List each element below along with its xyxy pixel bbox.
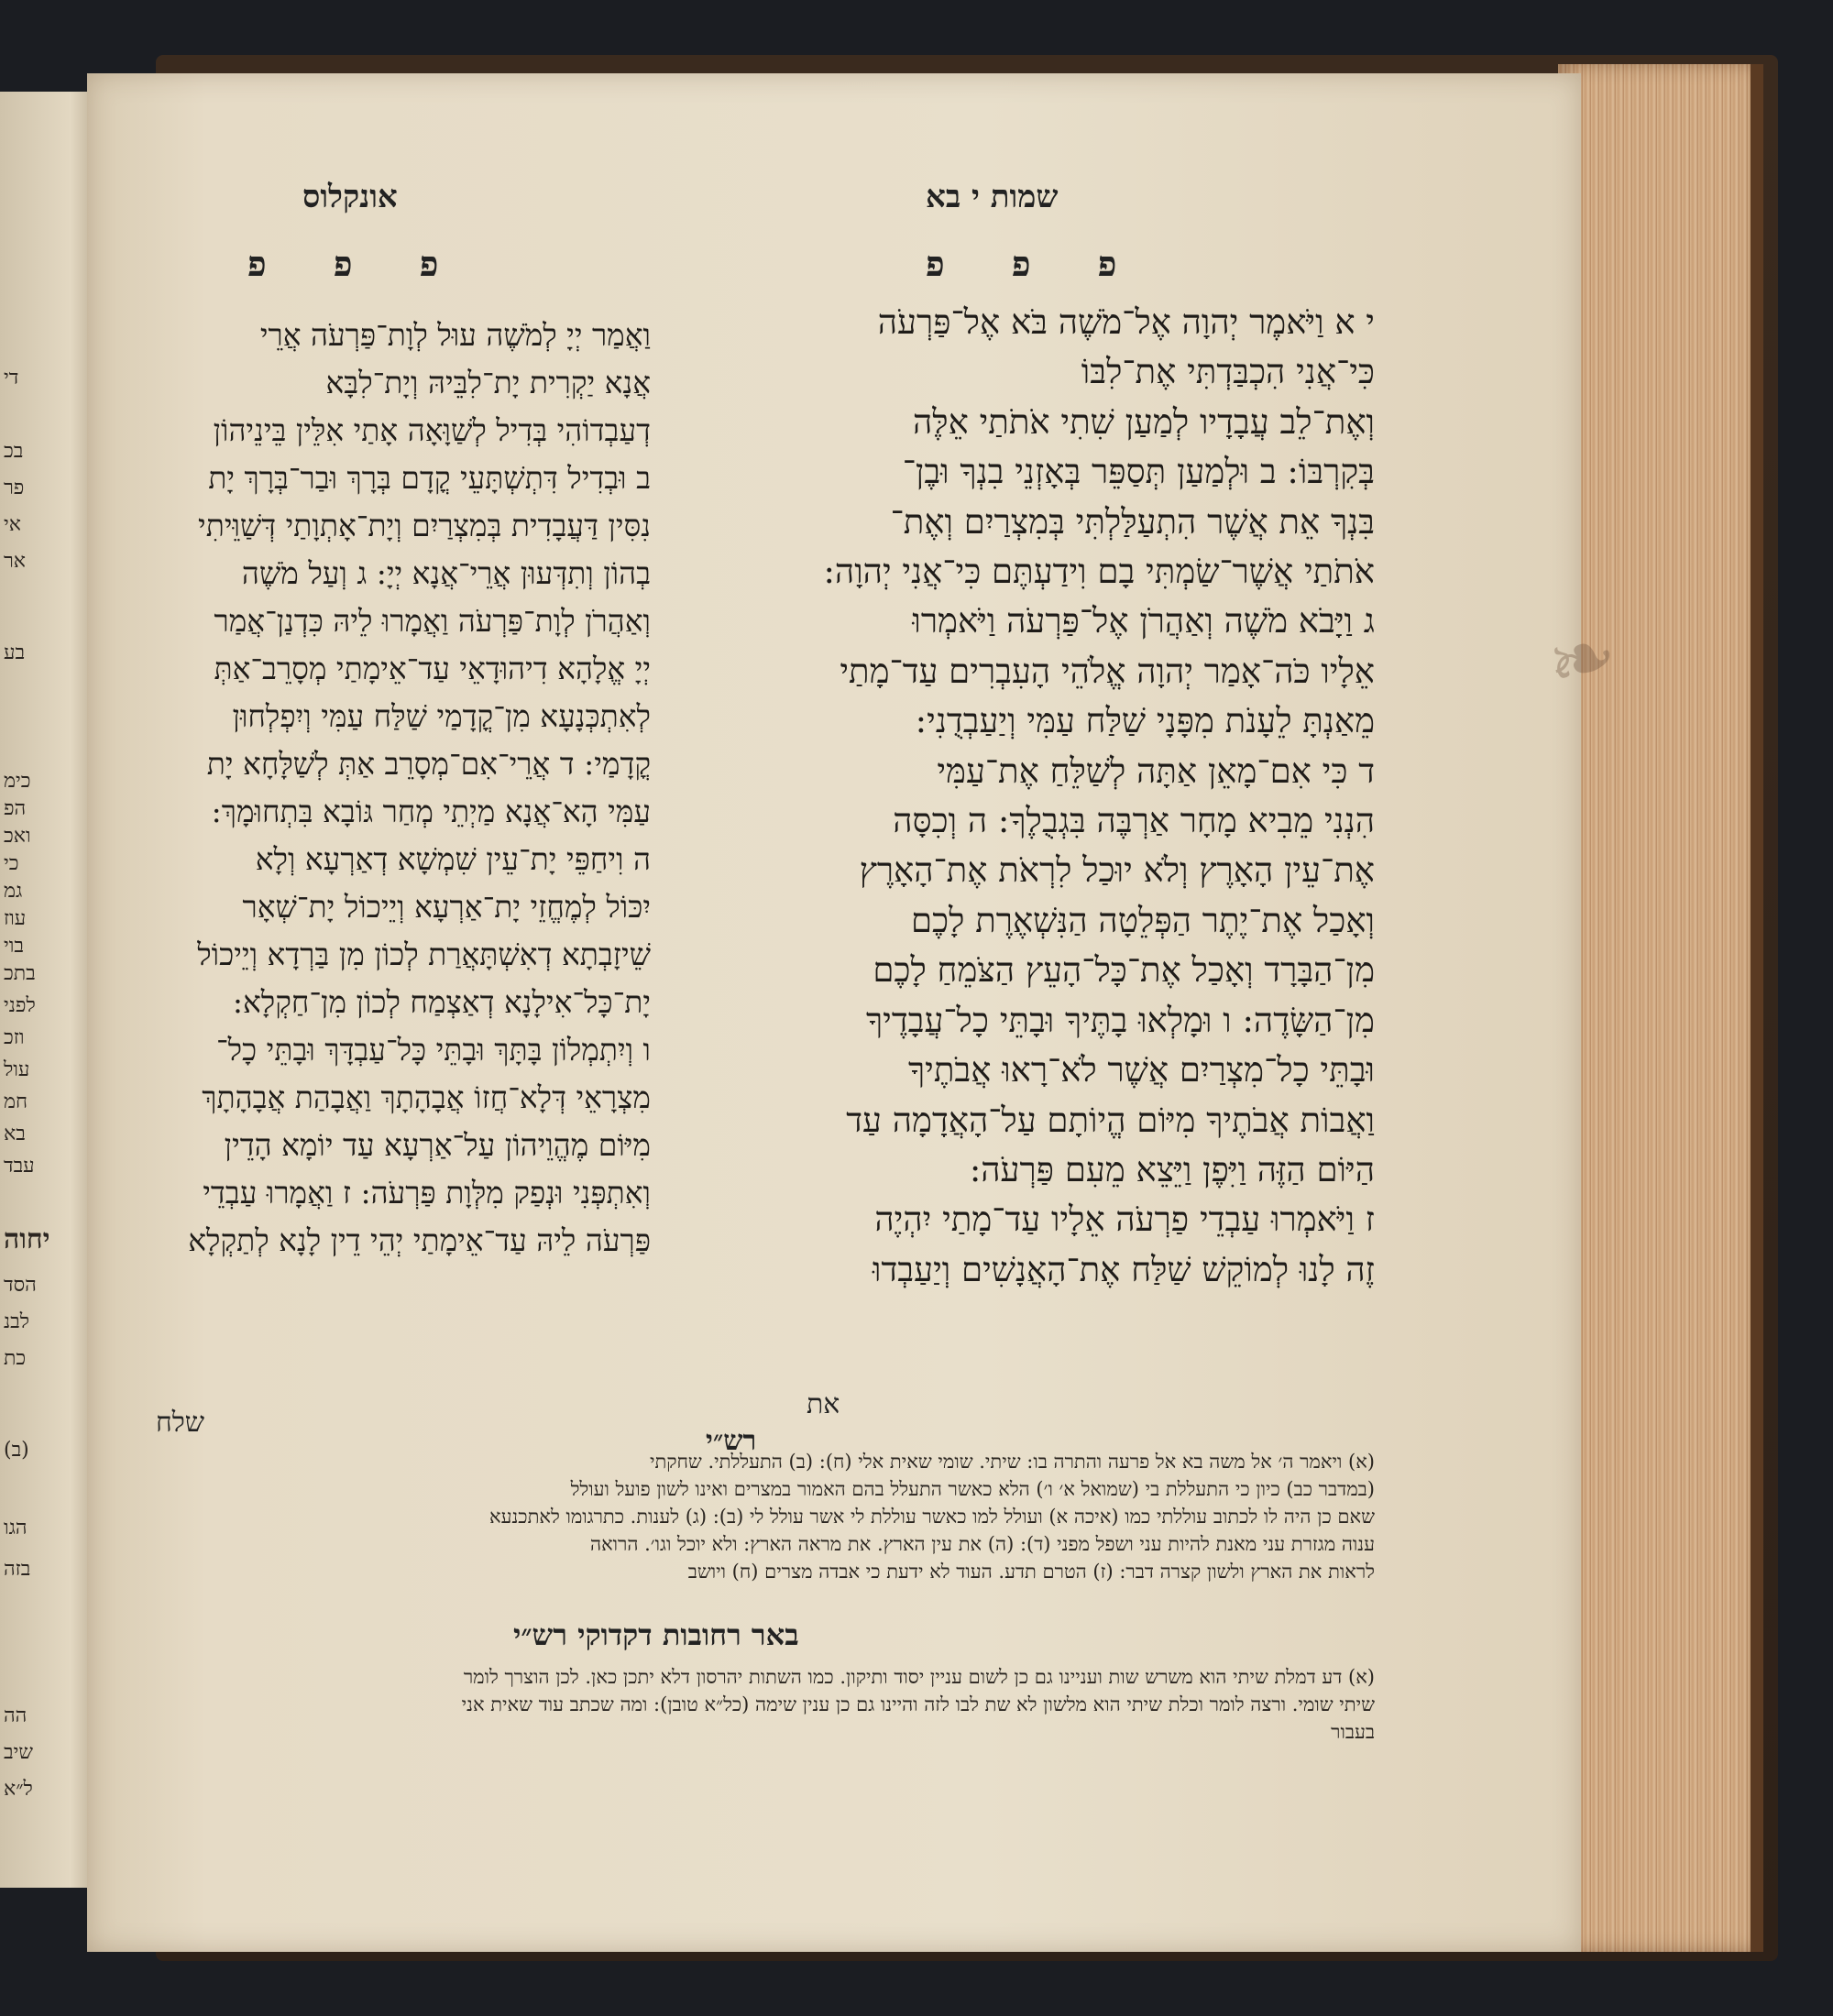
beer-line: שיתי שומי. ורצה לומר וכלת שיתי הוא מלשון לא שת לבו לזה והיינו גם כן ענין שימה (כל״א טובן): ומה שכתב עוד שאית אני <box>461 1693 1375 1715</box>
onkelos-line: וְאִתְפְּנִי וּנְפַק מִלְּוָת פַּרְעֹה: ז וַאֲמָרוּ עַבְדֵי <box>203 1175 651 1211</box>
facing-text-fragment: די <box>4 367 19 389</box>
torah-line: אֹתֹתַי אֲשֶׁר־שַׂמְתִּי בָם וִידַעְתֶּם כִּי־אֲנִי יְהוָה: <box>823 552 1375 592</box>
facing-text-fragment: עבד <box>4 1155 35 1178</box>
facing-text-fragment: הפ <box>4 797 27 820</box>
pe-marks-onkelos: פ פ פ <box>247 243 466 284</box>
rashi-line: לראות את הארץ ולשון קצרה דבר: (ז) הטרם תדע. העוד לא ידעת כי אבדה מצרים (ח) ויושב <box>687 1561 1375 1583</box>
onkelos-line: נִסִּין דַּעֲבָדִית בְּמִצְרַיִם וְיָת־אָתְוָתַי דְּשַׁוֵּיתִי <box>198 508 651 543</box>
torah-line: בְּקִרְבּוֹ: ב וּלְמַעַן תְּסַפֵּר בְּאָזְנֵי בִנְךָ וּבֶן־ <box>902 452 1375 492</box>
facing-text-fragment: שיב <box>4 1741 33 1764</box>
facing-text-fragment: אר <box>4 550 27 573</box>
rashi-heading: רש״י <box>706 1425 757 1457</box>
onkelos-line: אֲנָא יַקְרִית יָת־לִבֵּיהּ וְיָת־לִבָּא <box>325 365 651 400</box>
facing-text-fragment: בא <box>4 1123 26 1145</box>
onkelos-line: לְאִתְכְּנָעָא מִן־קֳדָמַי שַׁלַּח עַמִּי וְיִפְלְחוּן <box>232 698 651 734</box>
facing-page-edge <box>0 92 101 1888</box>
facing-text-fragment: ל״א <box>4 1778 33 1801</box>
facing-text-fragment: חמ <box>4 1090 28 1113</box>
beer-rechovot-heading: באר רחובות דקדוקי רש״י <box>513 1617 799 1652</box>
facing-text-fragment: עול <box>4 1058 30 1081</box>
facing-text-fragment: הגו <box>4 1517 27 1539</box>
torah-line: זֶה לָנוּ לְמוֹקֵשׁ שַׁלַּח אֶת־הָאֲנָשִׁים וְיַעַבְדוּ <box>873 1249 1375 1289</box>
facing-text-fragment: בוי <box>4 935 24 958</box>
rashi-line: (במדבר כב) כיון כי התעללת בי (שמואל א׳ ו׳) הלא כאשר התעלל בהם האמור במצרים ואינו לשון פועל ועולל <box>570 1478 1375 1500</box>
onkelos-line: וַאֲמַר יְיָ לְמֹשֶׁה עוּל לְוָת־פַּרְעֹה אֲרֵי <box>259 317 651 353</box>
beer-line: בעבור <box>1331 1721 1375 1743</box>
facing-text-fragment: לבנ <box>4 1310 30 1333</box>
facing-text-fragment: יחוה <box>4 1223 50 1255</box>
onkelos-line: ה וִיחַפֵּי יָת־עֵין שִׁמְשָׁא דְאַרְעָא וְלָא <box>255 841 651 877</box>
onkelos-line: ו וְיִתְמְלוֹן בָּתָּךְ וּבָתֵּי כָּל־עַבְדָּךְ וּבָתֵּי כָל־ <box>215 1032 651 1068</box>
library-stamp-mark: ❧ <box>1536 604 1629 716</box>
rashi-line: שאם כן היה לו לכתוב עוללתי כמו (איכה א) ועולל למו כאשר עוללת לי אשר עולל לי (ב): (ג) לענות. כתרגומו לאתכנעא <box>488 1506 1375 1528</box>
torah-line: מִן־הַשָּׂדֶה: ו וּמָלְאוּ בָתֶּיךָ וּבָתֵּי כָל־עֲבָדֶיךָ <box>865 1000 1375 1040</box>
torah-line: מֵאַנְתָּ לֵעָנֹת מִפָּנָי שַׁלַּח עַמִּי וְיַעַבְדֻנִי: <box>915 701 1375 741</box>
onkelos-line: שֵׁיזָבְתָא דְאִשְׁתָּאֲרַת לְכוֹן מִן בַּרְדָא וְיֵיכוֹל <box>197 937 651 972</box>
torah-catchword: את <box>807 1388 840 1420</box>
facing-text-fragment: כימ <box>4 770 31 793</box>
facing-text-fragment: לפני <box>4 994 36 1017</box>
facing-text-fragment: בע <box>4 641 26 664</box>
onkelos-line: בְהוֹן וְתִדְּעוּן אֲרֵי־אֲנָא יְיָ: ג וְעַל מֹשֶׁה <box>241 555 651 591</box>
torah-line: וַאֲבוֹת אֲבֹתֶיךָ מִיּוֹם הֱיוֹתָם עַל־הָאֲדָמָה עַד <box>846 1100 1375 1140</box>
torah-header: שמות י בא <box>926 179 1059 215</box>
onkelos-line: יִכּוֹל לְמֶחֱזֵי יָת־אַרְעָא וְיֵיכוֹל יָת־שְׁאָר <box>242 889 651 925</box>
facing-text-fragment: גמ <box>4 880 23 903</box>
torah-line: אֶת־עֵין הָאָרֶץ וְלֹא יוּכַל לִרְאֹת אֶת־הָאָרֶץ <box>859 850 1375 891</box>
onkelos-line: דְעַבְדוֹהִי בְּדִיל לְשַׁוָּאָה אָתַי אִלֵּין בֵּינֵיהוֹן <box>213 412 651 448</box>
onkelos-text-column <box>92 312 651 1265</box>
torah-line: אֵלָיו כֹּה־אָמַר יְהוָה אֱלֹהֵי הָעִבְרִים עַד־מָתַי <box>840 651 1375 691</box>
rashi-line: ענוה מגזרת עני מאנת להיות עני ושפל מפני (ד): (ה) את עין הארץ. את מראה הארץ: ולא יוכל וגו׳. הרואה <box>590 1533 1375 1555</box>
onkelos-line: מִצְרָאֵי דְּלָא־חֲזוֹ אֲבָהָתָךְ וַאֲבָהַת אֲבָהָתָךְ <box>202 1079 651 1115</box>
beer-rechovot-commentary <box>101 1663 1375 1746</box>
facing-text-fragment: כי <box>4 852 19 875</box>
onkelos-line: ב וּבְדִיל דִּתְשְׁתָּעֵי קֳדָם בְּרָךְ וּבַר־בְּרָךְ יָת <box>208 460 651 496</box>
torah-line: ז וַיֹּאמְרוּ עַבְדֵי פַרְעֹה אֵלָיו עַד־מָתַי יִהְיֶה <box>874 1200 1375 1240</box>
onkelos-line: מִיּוֹם מֶהֱוֵיהוֹן עַל־אַרְעָא עַד יוֹמָא הָדֵין <box>224 1127 651 1163</box>
facing-text-fragment: עוז <box>4 907 27 930</box>
onkelos-line: וְאַהֲרֹן לְוָת־פַּרְעֹה וַאֲמָרוּ לֵיהּ כִּדְנַן־אֲמַר <box>214 603 651 639</box>
torah-line: וְאָכַל אֶת־יֶתֶר הַפְּלֵטָה הַנִּשְׁאֶרֶת לָכֶם <box>910 900 1375 940</box>
torah-line: הַיּוֹם הַזֶּה וַיִּפֶן וַיֵּצֵא מֵעִם פַּרְעֹה: <box>969 1149 1375 1189</box>
page-edges <box>1558 64 1763 1952</box>
facing-text-fragment: פר <box>4 477 25 499</box>
torah-line: בִּנְךָ אֵת אֲשֶׁר הִתְעַלַּלְתִּי בְּמִצְרַיִם וְאֶת־ <box>890 501 1375 542</box>
onkelos-header: אונקלוס <box>302 179 398 215</box>
onkelos-catchword: שלח <box>156 1407 205 1439</box>
onkelos-line: עַמִּי הָא־אֲנָא מַיְתֵי מְחַר גּוֹבָא בִּתְחוּמָךְ: <box>211 794 651 829</box>
torah-line: וְאֶת־לֵב עֲבָדָיו לְמַעַן שִׁתִי אֹתֹתַי אֵלֶּה <box>913 401 1375 442</box>
torah-text-column <box>724 298 1375 1295</box>
rashi-commentary <box>101 1448 1375 1585</box>
onkelos-line: יְיָ אֱלָהָא דִיהוּדָאֵי עַד־אֵימָתַי מְסָרֵב־אַתְּ <box>214 651 651 686</box>
facing-text-fragment: (ב) <box>4 1439 29 1462</box>
facing-text-fragment: ואכ <box>4 825 31 848</box>
facing-text-fragment: בכ <box>4 440 24 463</box>
facing-text-fragment: הסד <box>4 1274 37 1297</box>
torah-line: י א וַיֹּאמֶר יְהוָה אֶל־מֹשֶׁה בֹּא אֶל־פַּרְעֹה <box>877 302 1375 342</box>
facing-text-fragment: וזכ <box>4 1026 25 1049</box>
torah-line: מִן־הַבָּרָד וְאָכַל אֶת־כָּל־הָעֵץ הַצֹּמֵחַ לָכֶם <box>873 950 1375 991</box>
onkelos-line: קֳדָמַי: ד אֲרֵי־אִם־מְסָרֵב אַתְּ לְשַׁלָּחָא יָת <box>206 746 651 782</box>
beer-line: (א) דע דמלת שיתי הוא משרש שות ועניינו גם כן לשום עניין יסוד ותיקון. כמו השתות יהרסון דלא יתכן כאן. לכן הוצרך לומר <box>463 1666 1375 1688</box>
torah-line: ג וַיָּבֹא מֹשֶׁה וְאַהֲרֹן אֶל־פַּרְעֹה וַיֹּאמְרוּ <box>912 601 1375 641</box>
rashi-line: (א) ויאמר ה׳ אל משה בא אל פרעה והתרה בו: שיתי. שומי שאית אלי (ח): (ב) התעללתי. שחקתי <box>649 1451 1375 1473</box>
torah-line: כִּי־אֲנִי הִכְבַּדְתִּי אֶת־לִבּוֹ <box>1081 352 1375 392</box>
facing-text-fragment: כת <box>4 1347 27 1370</box>
facing-text-fragment: בזה <box>4 1558 31 1581</box>
facing-text-fragment: הה <box>4 1704 27 1727</box>
pe-marks-torah: פ פ פ <box>926 243 1145 284</box>
torah-line: ד כִּי אִם־מָאֵן אַתָּה לְשַׁלֵּחַ אֶת־עַמִּי <box>937 751 1375 791</box>
torah-line: וּבָתֵּי כָל־מִצְרַיִם אֲשֶׁר לֹא־רָאוּ אֲבֹתֶיךָ <box>907 1050 1375 1090</box>
onkelos-line: פַּרְעֹה לֵיהּ עַד־אֵימָתַי יְהֵי דֵין לָנָא לְתַקְלָא <box>188 1222 651 1258</box>
torah-line: הִנְנִי מֵבִיא מָחָר אַרְבֶּה בִּגְבֻלֶךָ: ה וְכִסָּה <box>893 801 1375 841</box>
onkelos-line: יָת־כָּל־אִילָנָא דְאַצְמַח לְכוֹן מִן־חַקְלָא: <box>232 984 651 1020</box>
facing-text-fragment: בתכ <box>4 962 36 985</box>
facing-text-fragment: אי <box>4 513 21 536</box>
